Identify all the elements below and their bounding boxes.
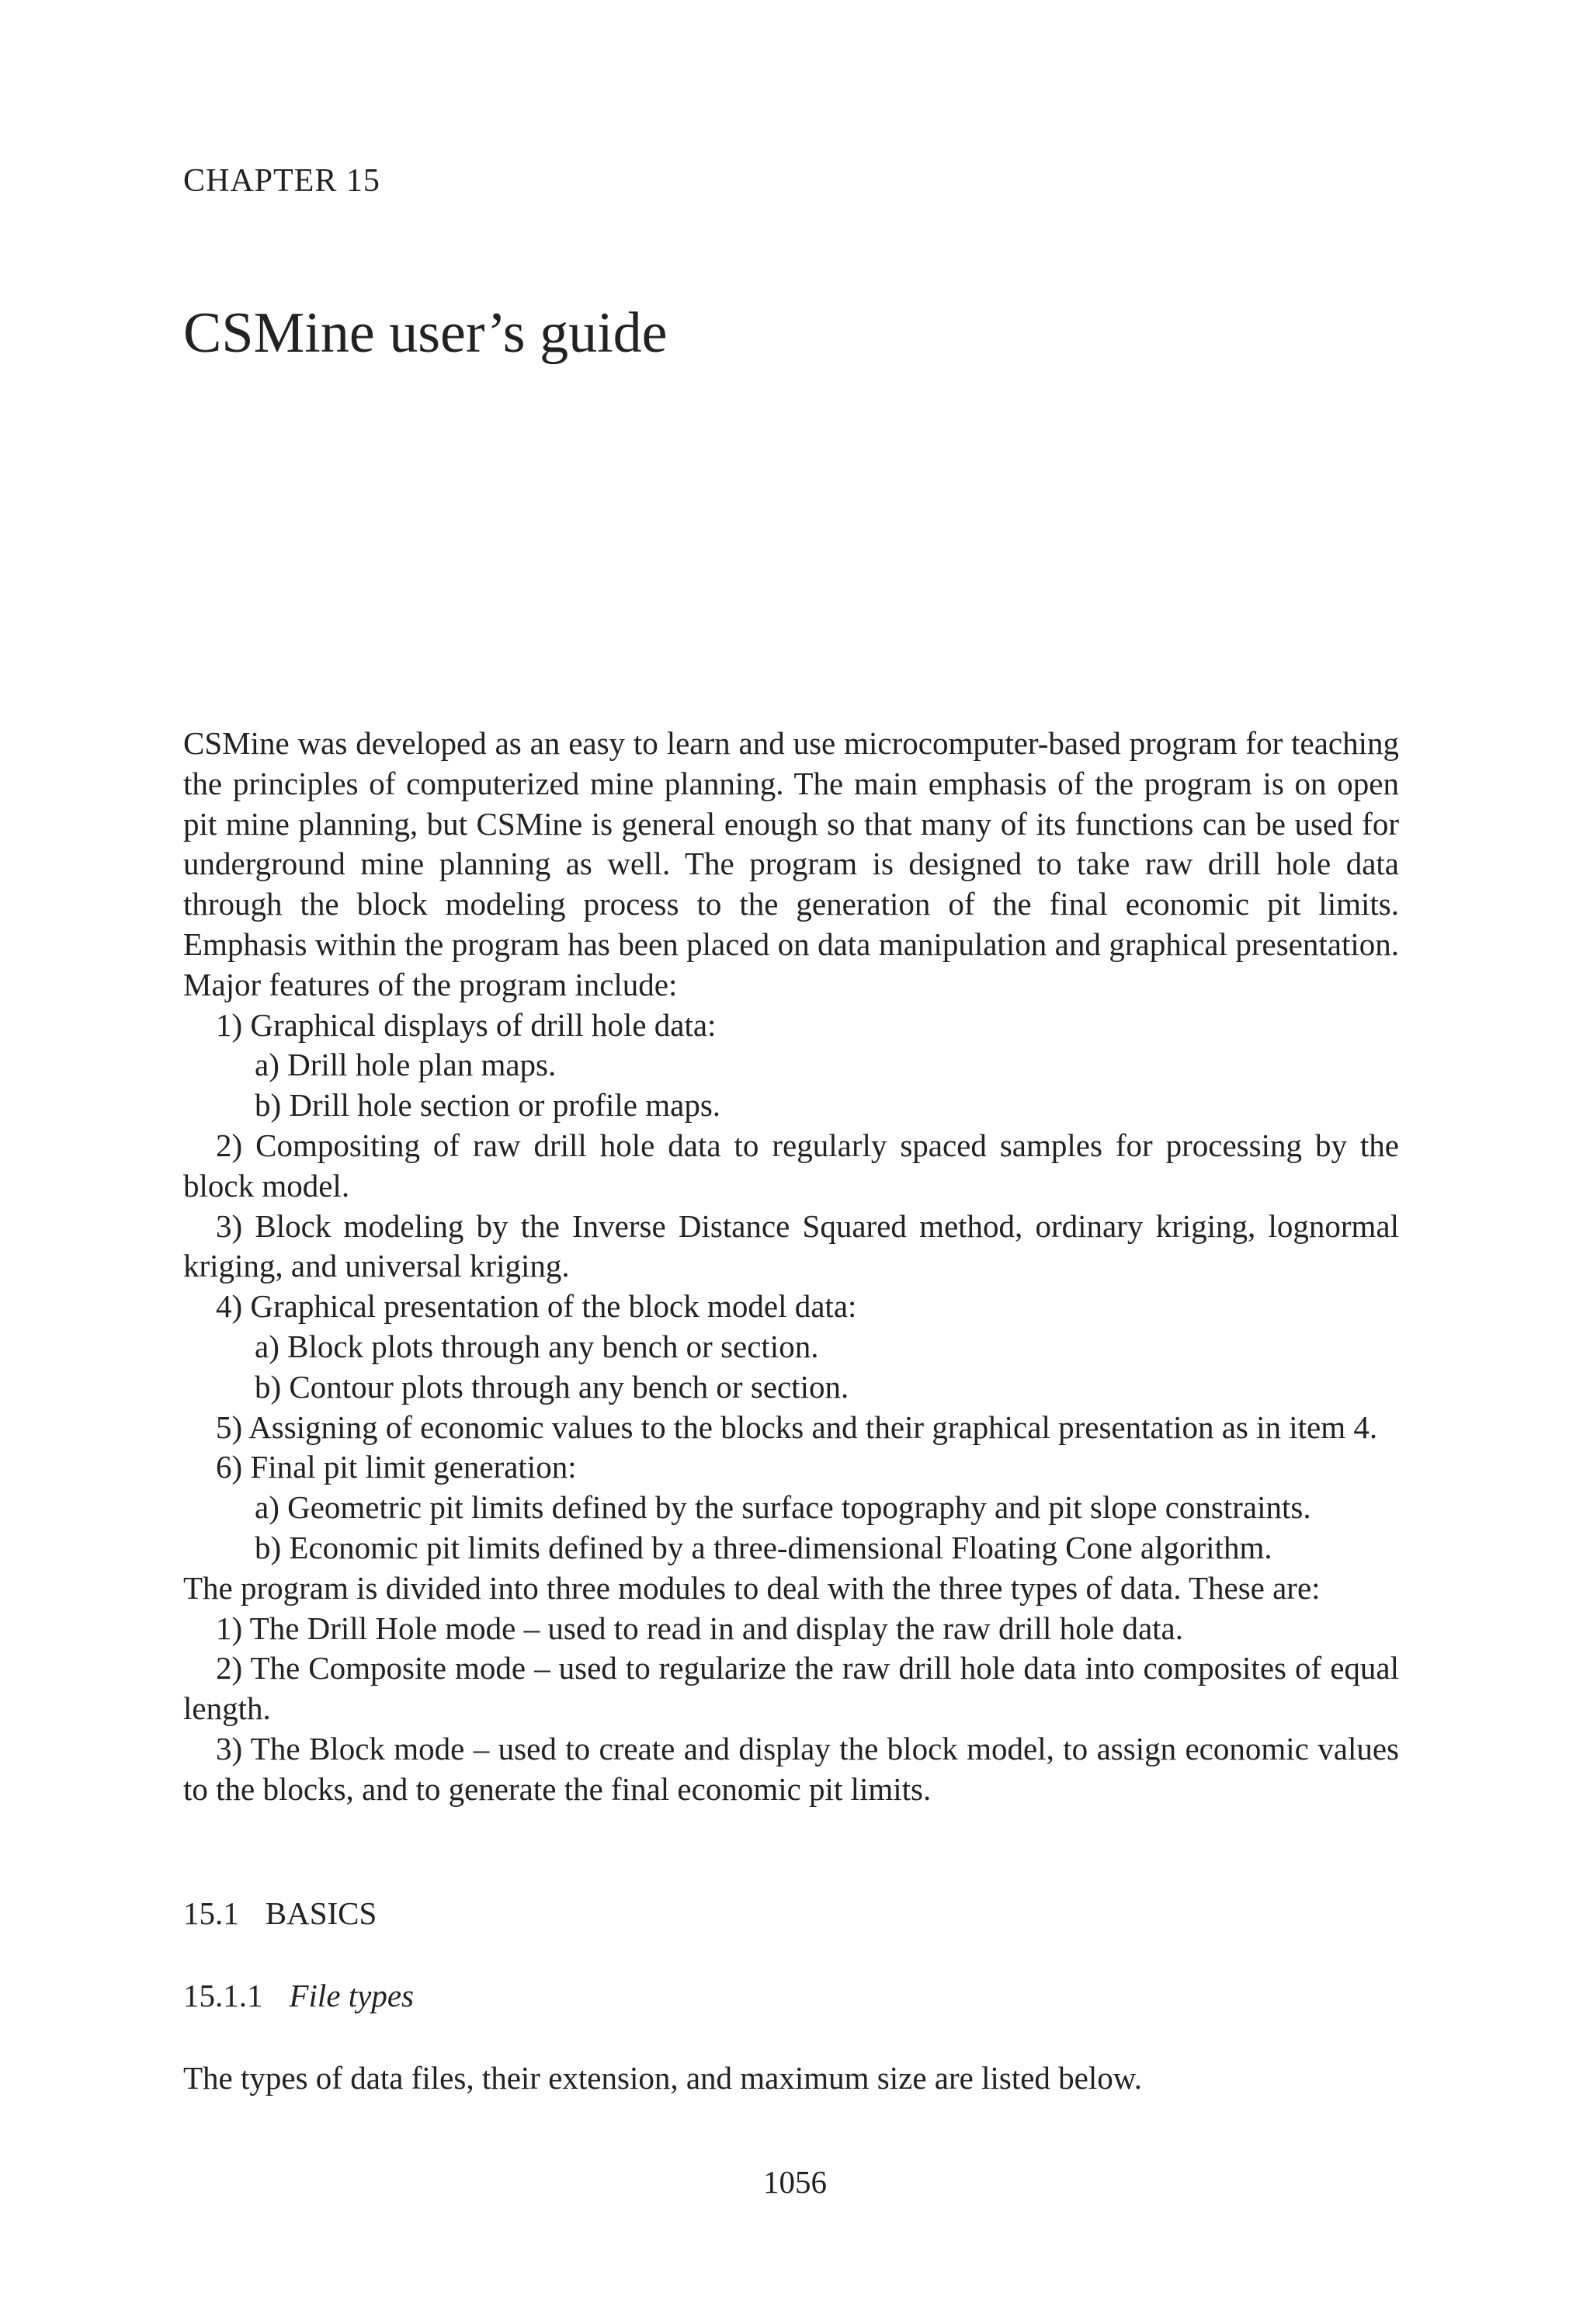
feature-subitem-4b: b) Contour plots through any bench or section. [255,1368,849,1405]
subsection-title: File types [289,1978,415,2013]
feature-item-4: 4) Graphical presentation of the block model data: [216,1288,857,1325]
chapter-label: CHAPTER 15 [183,163,380,199]
subsection-number: 15.1.1 [183,1978,263,2013]
module-item-2: 2) The Composite mode – used to regularize the raw drill hole data into composites of equal length. [183,1650,1399,1727]
intro-paragraph: CSMine was developed as an easy to learn and use microcomputer-based program for teaching the principles of computerized mine planning. The main emphasis of the program is on open pit mine planning, but CSMine is general enough so that many of its functions can be used for underground mine planning as well. The program is designed to take raw drill hole data through the block modeling process to the generation of the final economic pit limits. Emphasis within the program has been placed on data manipulation and graphical presentation. Major features of the program include: [183,725,1399,1002]
module-item-1: 1) The Drill Hole mode – used to read in and display the raw drill hole data. [216,1610,1183,1646]
page-number: 1056 [763,2164,827,2200]
section-title: BASICS [265,1895,377,1931]
subsection-text: The types of data files, their extension, and maximum size are listed below. [183,2060,1142,2096]
body-text [183,724,1399,1810]
feature-subitem-6b: b) Economic pit limits defined by a three-dimensional Floating Cone algorithm. [255,1529,1272,1565]
section-number: 15.1 [183,1895,239,1931]
feature-subitem-6a: a) Geometric pit limits defined by the surface topography and pit slope constraints. [255,1489,1311,1526]
feature-item-1: 1) Graphical displays of drill hole data: [216,1006,717,1043]
feature-item-2: 2) Compositing of raw drill hole data to regularly spaced samples for processing by the block model. [183,1127,1399,1204]
feature-subitem-1b: b) Drill hole section or profile maps. [255,1087,721,1124]
feature-item-3: 3) Block modeling by the Inverse Distance Squared method, ordinary kriging, lognormal kriging, and universal kriging. [183,1207,1399,1284]
modules-intro: The program is divided into three modules to deal with the three types of data. These are: [183,1569,1321,1606]
subsection-heading [183,1980,414,2012]
section-heading [183,1895,377,1931]
feature-item-5: 5) Assigning of economic values to the blocks and their graphical presentation as in item 4. [216,1409,1378,1445]
chapter-title: CSMine user’s guide [183,301,668,365]
module-item-3: 3) The Block mode – used to create and display the block model, to assign economic values to the blocks, and to generate the final economic pit limits. [183,1730,1399,1807]
feature-subitem-4a: a) Block plots through any bench or section. [255,1328,819,1364]
feature-subitem-1a: a) Drill hole plan maps. [255,1047,557,1083]
feature-item-6: 6) Final pit limit generation: [216,1449,577,1485]
